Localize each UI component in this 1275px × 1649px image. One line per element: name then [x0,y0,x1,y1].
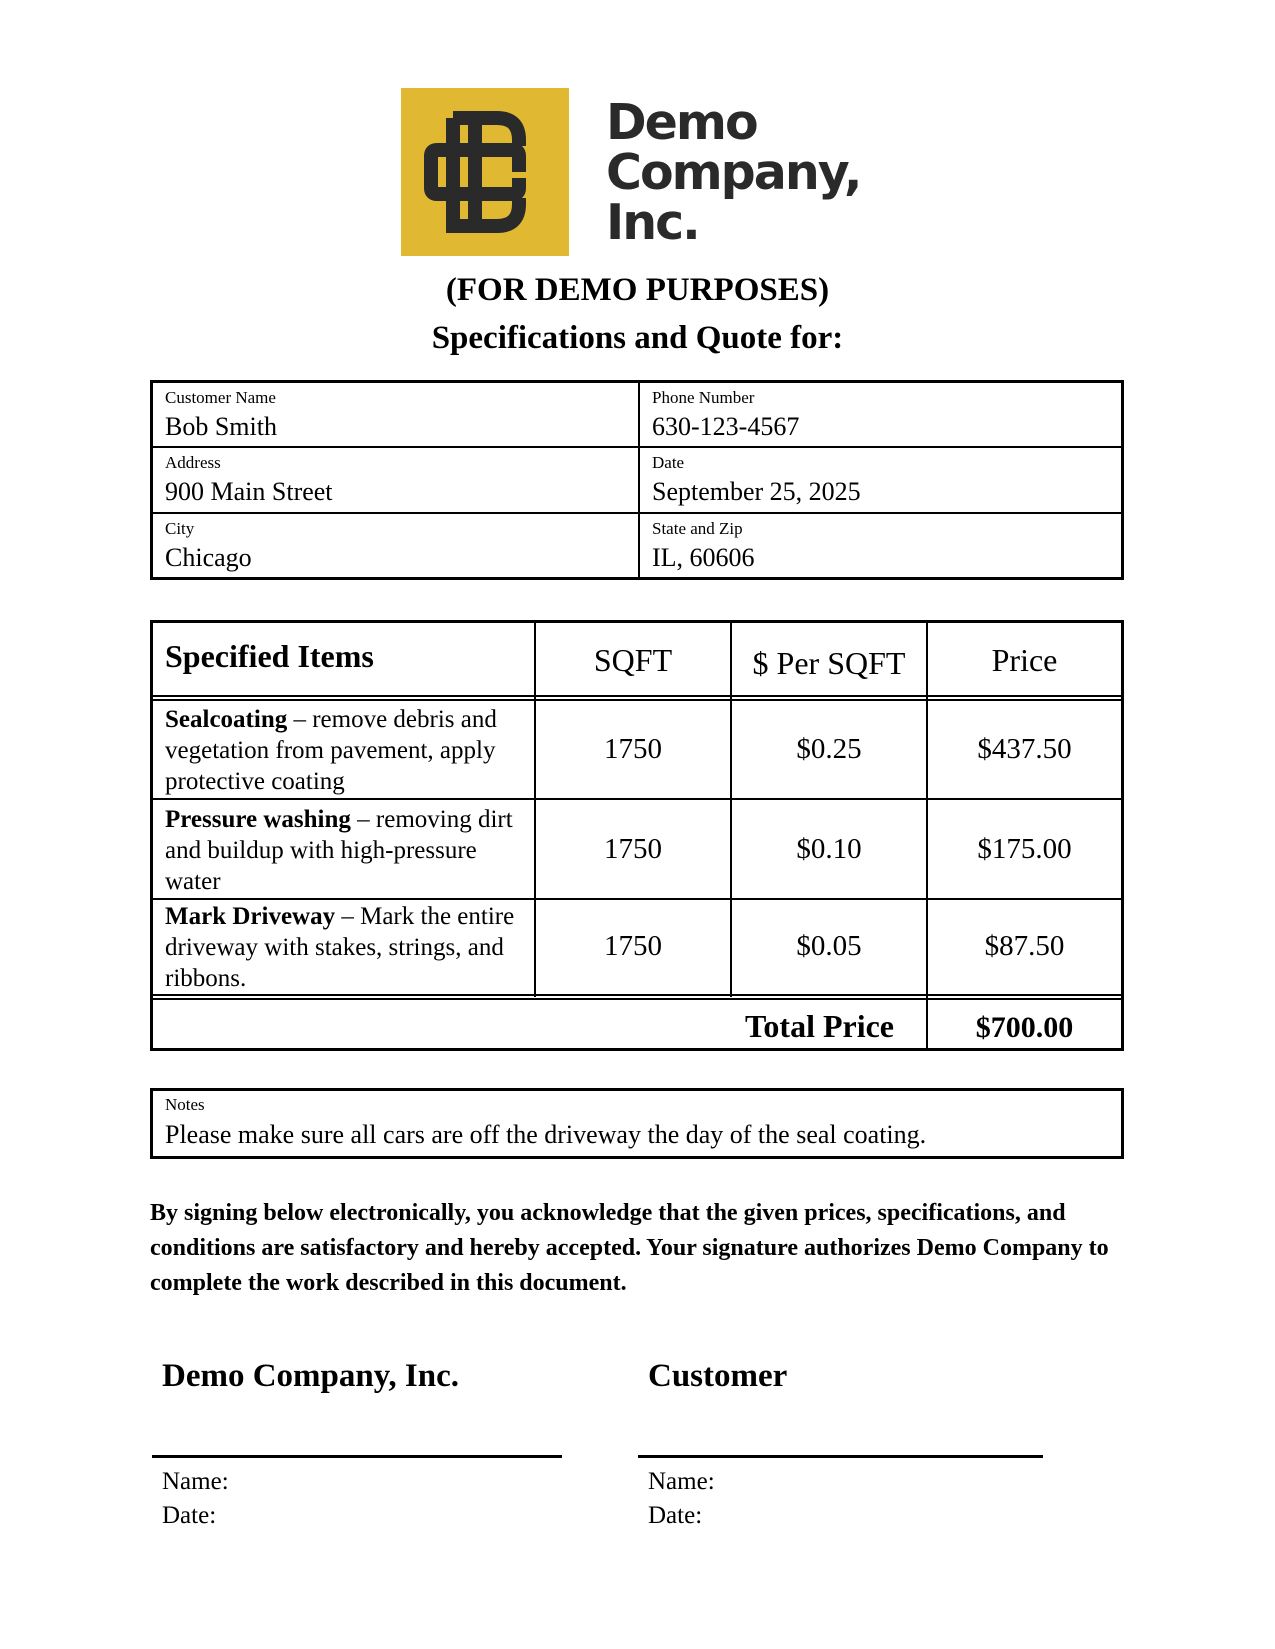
company-name-line-3: Inc. [606,194,699,251]
company-signature-line[interactable] [152,1455,562,1458]
customer-signature-heading: Customer [648,1358,788,1394]
item-per-sqft: $0.05 [796,930,862,962]
item-description [165,704,525,797]
item-description [165,901,525,994]
total-price-label: Total Price [745,1008,894,1044]
demo-purposes-title: (FOR DEMO PURPOSES) [445,272,830,308]
date-value: September 25, 2025 [652,477,861,506]
items-table [150,620,1124,1051]
customer-date-field: Date: [648,1502,703,1529]
address-value: 900 Main Street [165,477,333,506]
notes-box [150,1088,1124,1159]
company-name-line-1: Demo [606,94,757,151]
acknowledgement-text: By signing below electronically, you acknowledge that the given prices, specifications, and conditions are satisfactory and hereby accepted. Your signature authorizes Demo Company to complete the work described in this document. [150,1200,1109,1296]
item-price: $175.00 [977,833,1072,865]
customer-name-value: Bob Smith [165,412,277,441]
total-price-value: $700.00 [975,1011,1074,1044]
company-date-field: Date: [162,1502,217,1529]
header-divider [153,699,1121,701]
total-divider [153,994,1121,996]
item-sqft: 1750 [604,833,662,865]
company-name-field: Name: [162,1468,229,1495]
customer-name-field: Name: [648,1468,715,1495]
header-specified-items: Specified Items [165,638,374,674]
company-name-line-2: Company, [606,144,861,201]
row-divider [153,798,1121,800]
header-sqft: SQFT [593,642,673,678]
item-detail: – removing dirt and buildup with high-pressure water [165,806,513,895]
row-divider [153,898,1121,900]
customer-name-label: Customer Name [165,388,276,407]
phone-label: Phone Number [652,388,755,407]
company-signature-heading: Demo Company, Inc. [162,1358,460,1394]
item-name: Mark Driveway [165,903,336,930]
phone-cell [640,383,1121,446]
item-description [165,804,525,897]
item-sqft: 1750 [604,930,662,962]
quote-title: Specifications and Quote for: [431,320,844,356]
address-cell [153,448,638,512]
item-per-sqft: $0.25 [796,733,862,765]
item-price: $87.50 [984,930,1065,962]
city-value: Chicago [165,543,252,572]
address-label: Address [165,453,221,472]
customer-signature-line[interactable] [638,1455,1043,1458]
date-cell [640,448,1121,512]
state-zip-label: State and Zip [652,519,743,538]
header-per-sqft: $ Per SQFT [752,645,906,681]
notes-label: Notes [165,1095,205,1114]
item-sqft: 1750 [604,733,662,765]
header-divider [153,695,1121,697]
item-detail: – Mark the entire driveway with stakes, strings, and ribbons. [165,903,515,992]
city-label: City [165,519,195,538]
item-name: Pressure washing [165,806,351,833]
item-per-sqft: $0.10 [796,833,862,865]
phone-value: 630-123-4567 [652,412,800,441]
header-price: Price [991,642,1058,678]
date-label: Date [652,453,685,472]
item-price: $437.50 [977,733,1072,765]
item-name: Sealcoating [165,706,288,733]
company-logo [401,88,569,256]
customer-info-table [150,380,1124,580]
notes-text: Please make sure all cars are off the driveway the day of the seal coating. [165,1120,927,1149]
total-divider [153,998,1121,1000]
state-zip-cell [640,514,1121,577]
city-cell [153,514,638,577]
item-detail: – remove debris and vegetation from pavement, apply protective coating [165,706,497,795]
customer-name-cell [153,383,638,446]
state-zip-value: IL, 60606 [652,543,755,572]
